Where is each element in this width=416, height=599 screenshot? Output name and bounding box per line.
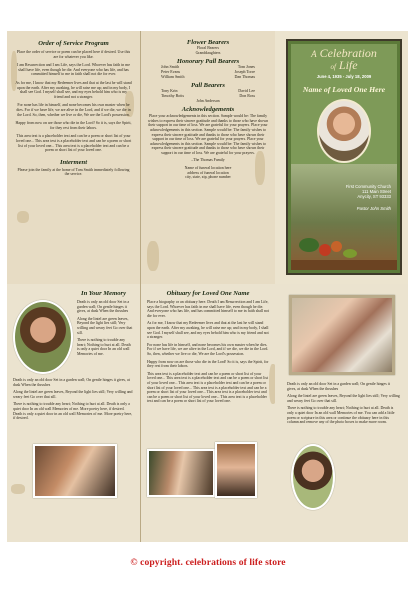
memory-text: Along the lintel are green leaves, Beyond the light lies still; Very willing and weary feet Go over that sill. bbox=[77, 316, 133, 335]
service-heading: Order of Service Program bbox=[38, 40, 109, 47]
family-photo bbox=[147, 449, 215, 497]
cover-title-life: Life bbox=[338, 58, 358, 72]
bearer-name: John Anderson bbox=[196, 98, 220, 103]
service-text: Happy from now on are those who die in the Lord! So it is, says the Spirit, for they rest from their labors. bbox=[15, 121, 132, 130]
kitchen-photo bbox=[291, 164, 397, 270]
cover-title-of: of bbox=[330, 63, 336, 71]
photos-panel bbox=[275, 284, 408, 542]
memory-photo bbox=[13, 300, 73, 374]
memory-row bbox=[13, 300, 134, 374]
tomato-shape bbox=[319, 244, 331, 256]
pall-bearers-heading: Pall Bearers bbox=[191, 82, 225, 90]
honorary-bearers-heading: Honorary Pall Bearers bbox=[176, 58, 240, 66]
service-text: This area text is a placeholder text and can be a poem or short list of your loved one... This area text is a placeholder text and can be a poem or short list of your loved one... This area text is a placeholder text and can be a poem or short list of your loved one. bbox=[15, 134, 132, 153]
obituary-heading: Obituary for Loved One Name bbox=[166, 290, 250, 297]
service-text: As for me, I know that my Redeemer lives and that at the last he will stand upon the earth. After my awaking, he will raise me up; and in my body, I shall see God. I myself shall see, and my eyes behold him who is my friend and not a stranger. bbox=[15, 80, 132, 99]
bearer-name: Joseph Torre bbox=[234, 68, 255, 74]
service-text: For none has life in himself, and none becomes his own master when he dies. For if we have life, we are alive in the Lord, and if we die, we die in the Lord. So, then, whether we live or die, We are the Lord's possession. bbox=[16, 103, 131, 117]
acknowledgements-signature: –The Thomas Family bbox=[191, 157, 225, 162]
funeral-home-line: address of funeral location bbox=[187, 170, 229, 175]
obituary-text: As for me, I know that my Redeemer lives and that at the last he will stand upon the earth. After my awaking, he will raise me up; and in my body, I shall see God. I myself shall see, and my eyes behold him who is my friend and not a stranger. bbox=[147, 321, 269, 340]
bearer-name: Tony Krin bbox=[161, 88, 178, 94]
cover-dates: June 4, 1935 - July 18, 2009 bbox=[316, 74, 372, 79]
bearer-name: Tom Jones bbox=[237, 64, 255, 70]
obituary-text: Happy from now on are those who die in the Lord! So it is, says the Spirit, for they rest from their labors. bbox=[147, 359, 269, 369]
photos-text: There is nothing to trouble any heart; Nothing to hurt at all. Death is only a quiet door In an old wall Memories of me. You can add a little poem or scripture in this area or continue the obituary here in this column and remove any of the photo boxes to make more room. bbox=[287, 406, 395, 425]
acknowledgements-heading: Acknowledgements bbox=[181, 106, 235, 114]
interment-heading: Interment bbox=[59, 158, 88, 166]
obituary-text: This area text is a placeholder text and can be a poem or short list of your loved one... This area text is a placeholder text and can be a poem or short list of your loved one... This area text is a placeholder text and can be a poem or short list of your loved one... This area text is a placeholder text and can be a poem or short list of your loved one... This area text is a placeholder text and can be a poem or short list of your loved one... This area text is a placeholder text and can be a poem or short list of your loved one. bbox=[147, 371, 269, 404]
cover-title-a: A bbox=[311, 49, 317, 59]
tomato-shape bbox=[331, 241, 342, 252]
watermelon-shape bbox=[299, 238, 319, 252]
bearers-panel bbox=[141, 31, 275, 285]
pastor-name: Pastor John Smith bbox=[356, 205, 391, 211]
church-name: First Community Church bbox=[345, 184, 391, 189]
church-street: 111 Main Street bbox=[362, 189, 391, 195]
cover-title-celebration: Celebration bbox=[319, 46, 377, 60]
service-panel bbox=[7, 31, 140, 285]
memory-text: Death is only an old door Set in a garden wall; On gentle hinges it gives, at dusk When the thrushes bbox=[77, 300, 130, 314]
bearer-name: William Smith bbox=[161, 73, 185, 79]
cover-panel bbox=[275, 31, 408, 285]
obituary-panel bbox=[141, 284, 275, 542]
pepper-shape bbox=[343, 249, 357, 258]
photos-text-block bbox=[287, 382, 400, 425]
cover-frame bbox=[286, 39, 402, 275]
cover-name: Name of Loved One Here bbox=[302, 85, 386, 94]
service-text: Place the order of service or poem can be placed here if desired. Use this are for whatever you like. bbox=[16, 50, 131, 59]
obituary-text: Place a biography or an obituary here. Death I am Resurrection and I am Life, says the Lord. Whoever has faith in me shall have life, even though he die. And everyone who has life, and has committed himself to me in faith shall not die for ever. bbox=[147, 300, 269, 318]
inside-sheet bbox=[7, 284, 408, 542]
funeral-home-line: Name of funeral location here bbox=[184, 166, 232, 171]
girl-photo bbox=[215, 442, 257, 498]
flower-bearers-heading: Flower Bearers bbox=[186, 39, 230, 46]
bearer-name: John Smith bbox=[161, 64, 180, 70]
obituary-text: For none has life in himself, and none becomes his own master when he dies. For if we have life, we are alive in the Lord, and if we die, we die in the Lord. So, then, whether we live or die, We are the Lord's possession. bbox=[147, 342, 269, 356]
flower-bearers-line: Granddaughters bbox=[195, 50, 221, 55]
portrait-photo bbox=[291, 444, 335, 510]
memory-side-text bbox=[77, 300, 134, 374]
bearer-name: Peter Evans bbox=[161, 68, 180, 74]
church-city: Anycity, ST 93333 bbox=[357, 194, 391, 200]
outside-sheet bbox=[7, 31, 408, 285]
cover-info bbox=[346, 184, 391, 211]
memory-text: There is nothing to trouble any heart; Nothing to hurt at all. Death is only a quiet door In an old wall Memories of me. More poetry here, if desired. Death is only a quiet door in an old wall Memories of me. More poetry here, if desired. bbox=[13, 402, 133, 421]
memory-heading: In Your Memory bbox=[81, 290, 126, 297]
photos-text: Along the lintel are green leaves, Beyond the light lies still; Very willing and weary feet Go over that sill. bbox=[287, 394, 400, 403]
friends-photo bbox=[289, 295, 395, 375]
copyright-notice: © copyright. celebrations of life store bbox=[130, 557, 286, 568]
cover-portrait bbox=[317, 99, 371, 163]
memory-panel bbox=[7, 284, 140, 542]
flower-bearers-line: Floral Bearers bbox=[196, 46, 220, 50]
service-text: I am Resurrection and I am Life, says the Lord. Whoever has faith in me shall have life, even though he die. And everyone who has life, and has committed himself to me in faith shall not die for ever. bbox=[17, 63, 130, 77]
interment-text: Please join the family at the home of Tom Smith immediately following the service. bbox=[17, 167, 130, 177]
photos-text: Death is only an old door Set in a garden wall; On gentle hinges it gives, at dusk When the thrushes bbox=[287, 382, 390, 391]
memory-text: Along the lintel are green leaves, Beyond the light lies still; Very willing and weary feet Go over that sill. bbox=[13, 390, 133, 399]
bearer-name: Dan Thomas bbox=[234, 73, 255, 79]
bearer-name: David Lee bbox=[238, 88, 255, 94]
cover-title bbox=[291, 48, 397, 73]
honorary-names bbox=[147, 75, 269, 80]
cover-background bbox=[291, 44, 397, 270]
memory-text: There is nothing to trouble any heart; Nothing to hurt at all. Death is only a quiet door In an old wall Memories of me. bbox=[77, 338, 131, 356]
acknowledgements-text: Place your acknowledgements in this section. Sample would be: The family wishes to express their sincere gratitude and thanks to those who have shown their support in our time of loss. We are grateful for your prayers. Place your acknowledgements in this section. Sample would be: The family wishes to express their sincere gratitude and thanks to those who have shown their support in our time of loss. We are grateful for your prayers. Place your acknowledgements in this section. Sample would be: The family wishes to express their sincere gratitude and thanks to those who have shown their support in our time of loss. We are grateful for your prayers. bbox=[147, 114, 269, 156]
bearer-name: Timothy Botts bbox=[161, 93, 185, 98]
funeral-home-line: city, state, zip, phone number bbox=[185, 175, 231, 180]
counter-top bbox=[291, 260, 397, 270]
memory-text: Death is only an old door Set in a garden wall; On gentle hinges it gives, at dusk When the thrushes bbox=[13, 378, 130, 387]
bearer-name: Don Ross bbox=[239, 93, 255, 98]
couple-photo bbox=[33, 444, 117, 498]
